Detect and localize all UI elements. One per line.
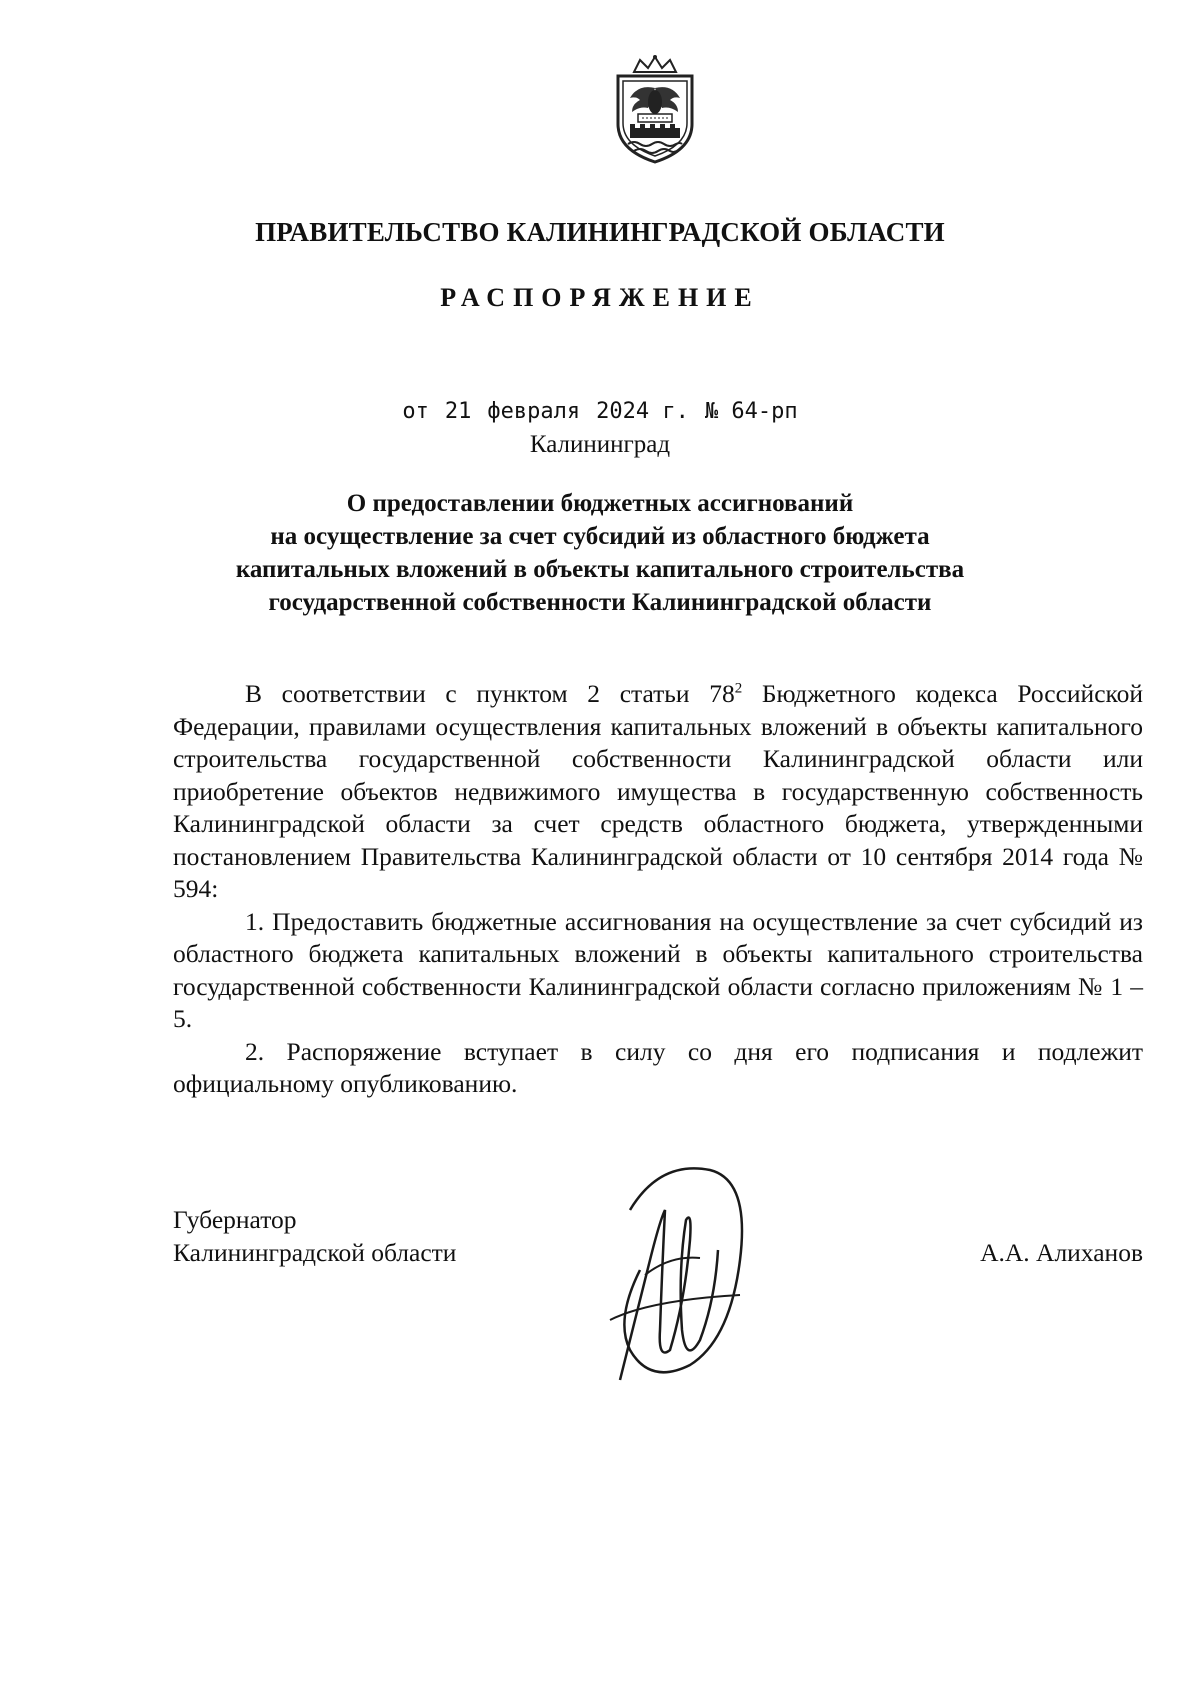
- subject-line: капитальных вложений в объекты капитального строительства: [235, 556, 965, 583]
- date-prefix: от: [402, 399, 429, 424]
- intro-text-cont: Бюджетного кодекса Российской Федерации, правилами осуществления капитальных вложений в объекты капитального строительства государственной собственности Калининградской области или приобретение объектов недвижимого имущества в государственную собственность Калининградской области за счет средств областного бюджета, утвержденными постановлением Правительства Калининградской области от 10 сентября 2014 года № 594:: [173, 679, 1144, 903]
- document-body: [173, 678, 1143, 1101]
- intro-text: В соответствии с пунктом 2 статьи 78: [245, 679, 735, 708]
- handwritten-signature: [590, 1150, 770, 1390]
- item-2: 2. Распоряжение вступает в силу со дня его подписания и подлежит официальному опубликованию.: [173, 1036, 1143, 1098]
- position-line: Губернатор: [173, 1205, 297, 1234]
- document-number: № 64-рп: [704, 399, 798, 424]
- city: Калининград: [529, 431, 671, 458]
- subject-line: на осуществление за счет субсидий из областного бюджета: [270, 523, 930, 550]
- date-day: 21: [444, 399, 472, 424]
- subject-line: О предоставлении бюджетных ассигнований: [346, 490, 854, 517]
- subject-line: государственной собственности Калининградской области: [268, 589, 932, 616]
- coat-of-arms-emblem: [608, 54, 702, 166]
- date-year: 2024 г.: [596, 399, 689, 424]
- date-month: февраля: [487, 399, 581, 424]
- document-type: РАСПОРЯЖЕНИЕ: [440, 283, 760, 312]
- government-title: ПРАВИТЕЛЬСТВО КАЛИНИНГРАДСКОЙ ОБЛАСТИ: [255, 217, 945, 247]
- date-number-line: [0, 398, 1200, 426]
- signatory-name: А.А. Алиханов: [980, 1238, 1143, 1267]
- item-1: 1. Предоставить бюджетные ассигнования на осуществление за счет субсидий из областного бюджета капитальных вложений в объекты капитального строительства государственной собственности Калининградской области согласно приложениям № 1 – 5.: [173, 906, 1143, 1033]
- intro-paragraph: [173, 678, 1143, 906]
- document-subject: [150, 487, 1050, 619]
- article-superscript: 2: [734, 680, 743, 697]
- position-line: Калининградской области: [173, 1238, 457, 1267]
- signatory-position: [173, 1203, 456, 1269]
